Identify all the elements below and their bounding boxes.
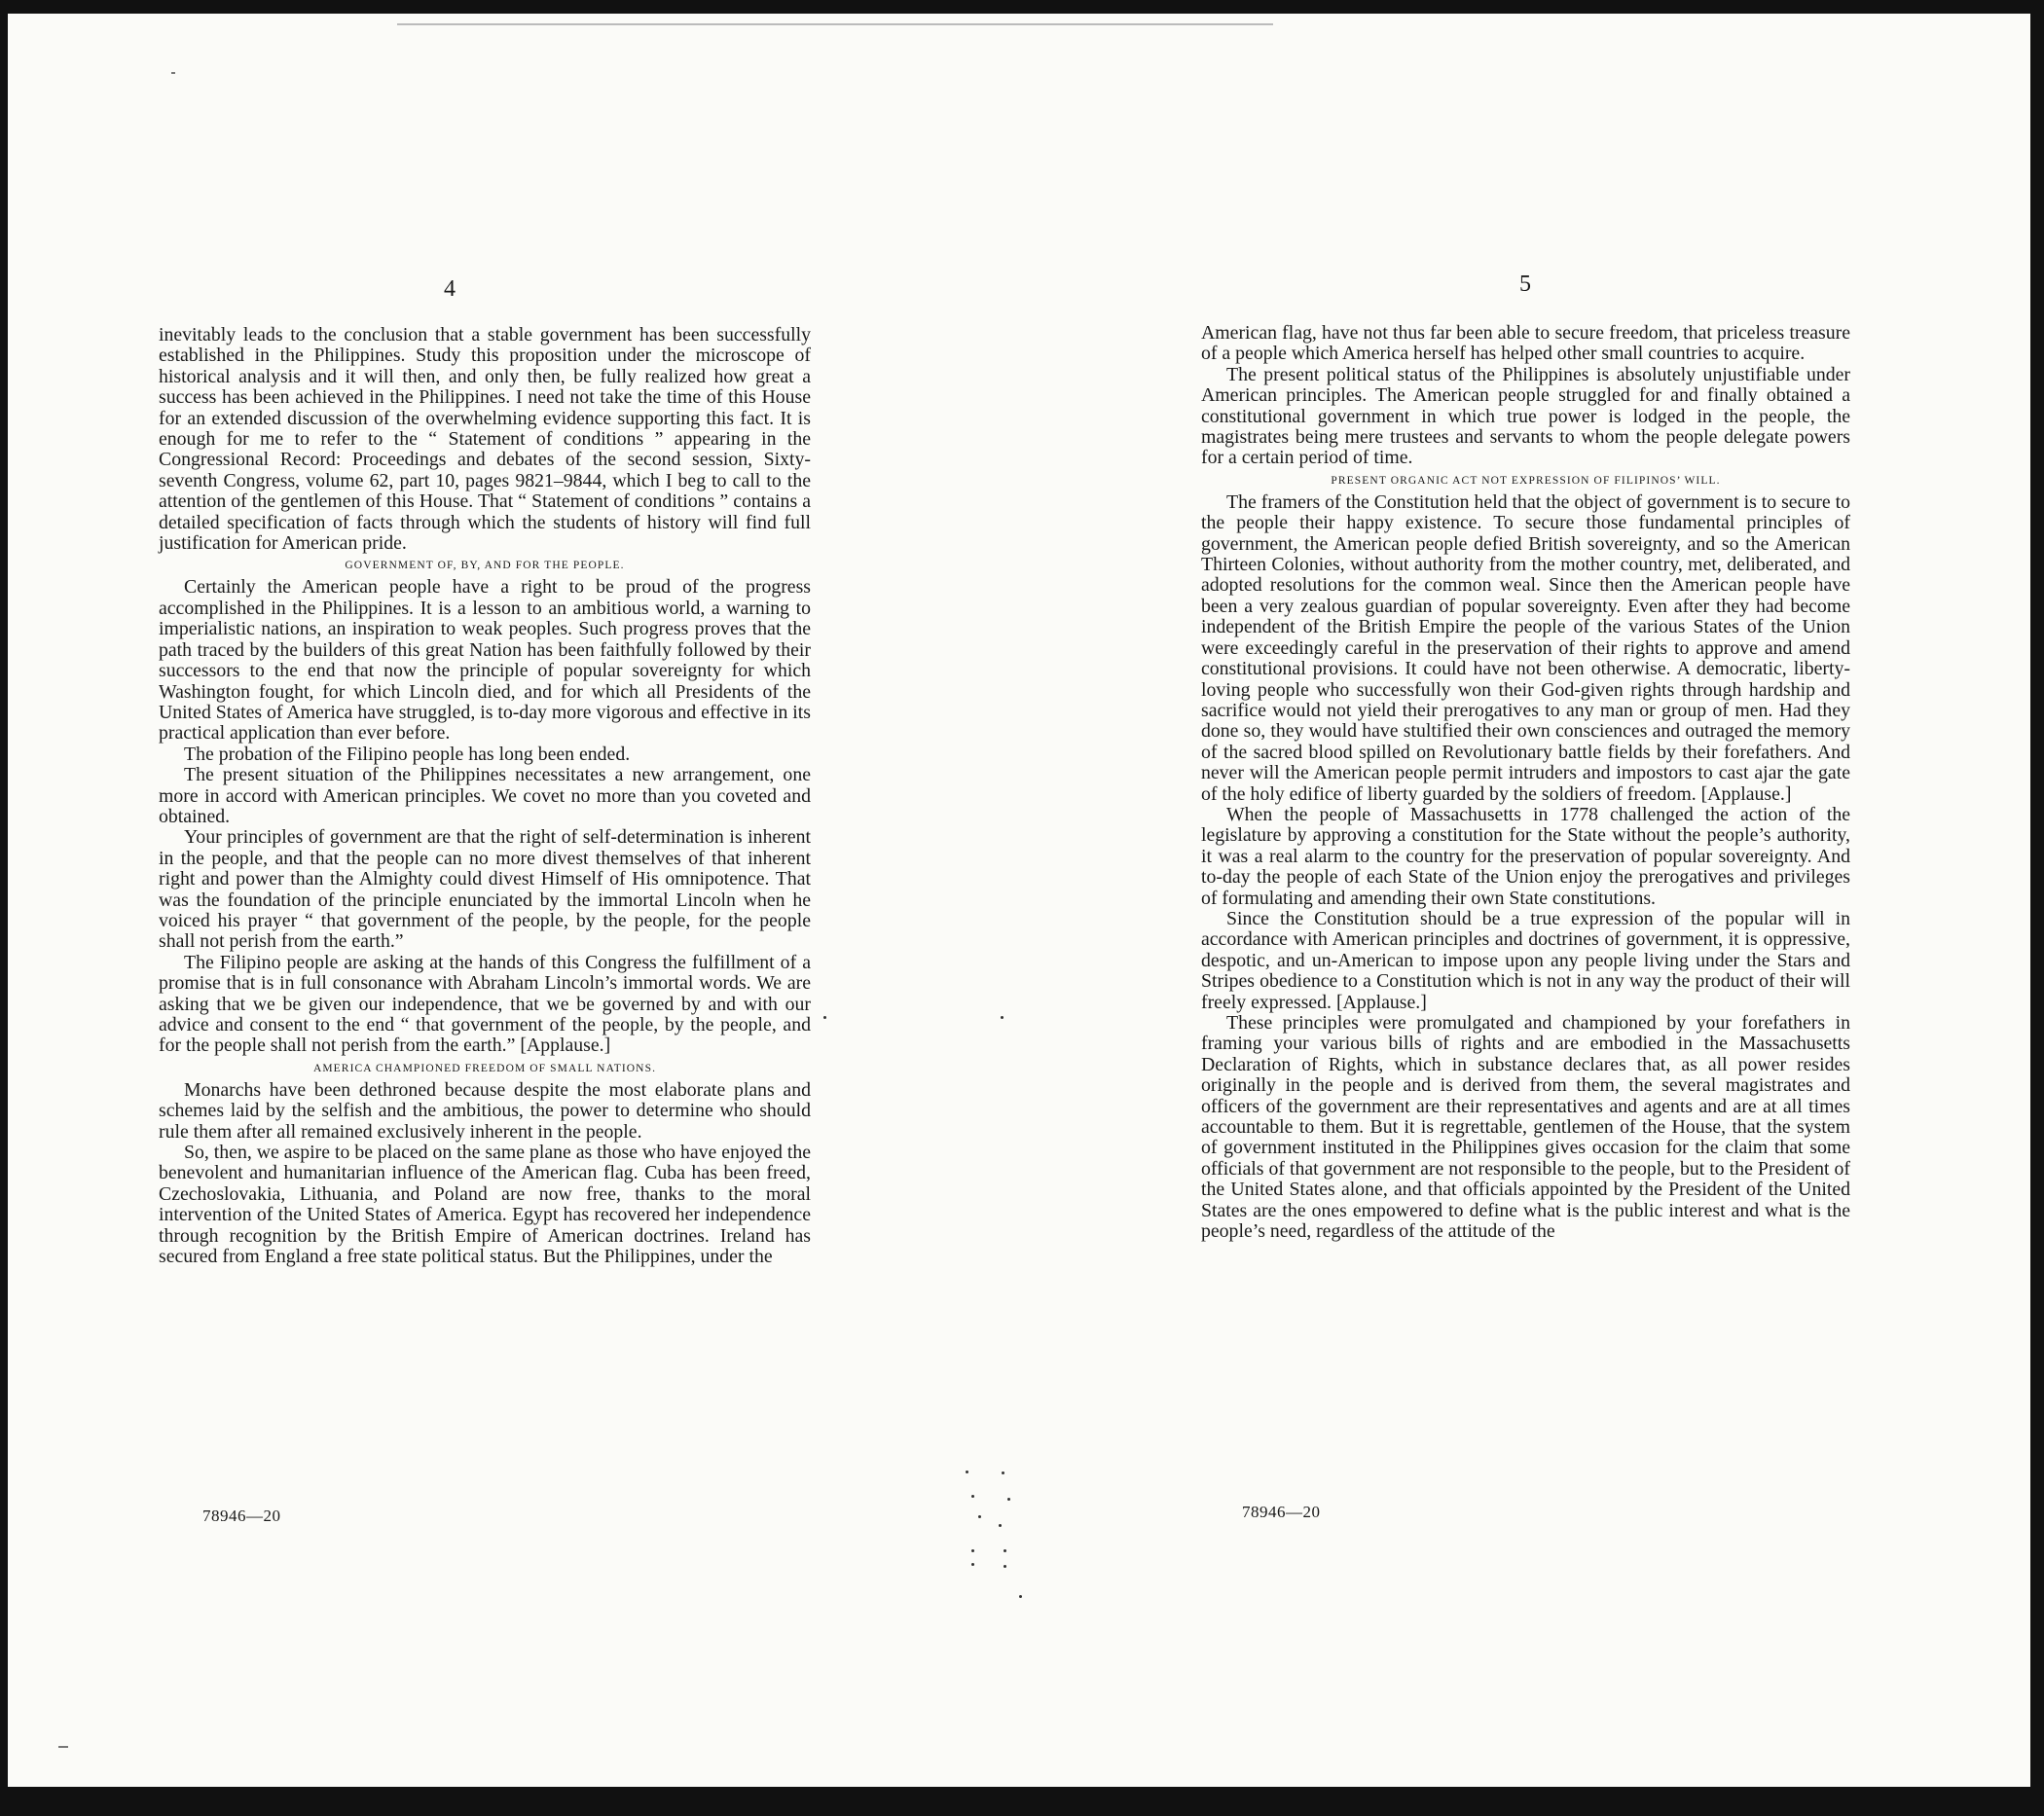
gutter-speck: [1007, 1498, 1010, 1501]
gutter-speck: [971, 1495, 974, 1498]
gutter-speck: [1019, 1595, 1022, 1598]
paragraph: When the people of Massachusetts in 1778 challenged the action of the legislature by approving a constitution for the State without the people’s authority, it was a real alarm to the country for the preservation of popular sovereignty. And to-day the people of each State of the Union enjoy the prerogatives and privileges of formulating and amending their own State constitutions.: [1201, 803, 1850, 909]
section-heading: AMERICA CHAMPIONED FREEDOM OF SMALL NATIONS.: [312, 1062, 657, 1074]
gutter-speck: [1004, 1549, 1006, 1552]
scanned-spread: [8, 14, 2030, 1787]
paragraph: American flag, have not thus far been able to secure freedom, that priceless treasure of a people which America herself has helped other small countries to acquire.: [1201, 322, 1850, 365]
gutter-speck: [823, 1016, 826, 1019]
paragraph: inevitably leads to the conclusion that a stable government has been successfully established in the Philippines. Study this proposition under the microscope of historical analysis and it will then, and only then, be fully realized how great a success has been achieved in the Philippines. I need not take the time of this House for an extended discussion of the overwhelming evidence supporting this fact. It is enough for me to refer to the “ Statement of conditions ” appearing in the Congressional Record: Proceedings and debates of the second session, Sixty-seventh Congress, volume 62, part 10, pages 9821–9844, which I beg to call to the attention of the gentlemen of this House. That “ Statement of conditions ” contains a detailed specification of facts through which the students of history will find full justification for American pride.: [159, 324, 811, 555]
paragraph: The present situation of the Philippines necessitates a new arrangement, one more in accord with American principles. We covet no more than you coveted and obtained.: [159, 764, 811, 827]
right-page-number: 5: [1519, 272, 1531, 297]
edge-mark: [171, 72, 175, 74]
paragraph: The probation of the Filipino people has long been ended.: [184, 743, 631, 765]
section-heading: GOVERNMENT OF, BY, AND FOR THE PEOPLE.: [345, 560, 625, 572]
edge-mark: [58, 1746, 68, 1748]
paragraph: Your principles of government are that the right of self-determination is inherent in the people, and that the people can no more divest themselves of that inherent right and power than the Almighty could divest Himself of His omnipotence. That was the foundation of the principle enunciated by the immortal Lincoln when he voiced his prayer “ that government of the people, by the people, for the people shall not perish from the earth.”: [159, 826, 811, 953]
right-print-code: 78946—20: [1242, 1503, 1321, 1521]
gutter-speck: [971, 1563, 974, 1566]
left-print-code: 78946—20: [202, 1507, 281, 1525]
paragraph: These principles were promulgated and championed by your forefathers in framing your various bills of rights and are embodied in the Massachusetts Declaration of Rights, which in substance declares that, as all power resides originally in the people and is derived from them, the several magistrates and officers of the government are their representatives and agents and are at all times accountable to them. But it is regrettable, gentlemen of the House, that the system of government instituted in the Philippines gives occasion for the claim that some officials of that government are not responsible to the people, but to the President of the United States alone, and that officials appointed by the President of the United States are the ones empowered to define what is the public interest and what is the people’s need, regardless of the attitude of the: [1201, 1012, 1850, 1243]
gutter-speck: [1004, 1565, 1006, 1568]
gutter-speck: [971, 1549, 974, 1552]
gutter-speck: [1002, 1471, 1004, 1474]
paragraph: The Filipino people are asking at the hands of this Congress the fulfillment of a promise that is in full consonance with Abraham Lincoln’s immortal words. We are asking that we be given our independence, that we be governed by and with our advice and consent to the end “ that government of the people, by the people, and for the people shall not perish from the earth.” [Applause.]: [159, 951, 811, 1057]
gutter-speck: [1001, 1016, 1004, 1019]
paragraph: Certainly the American people have a right to be proud of the progress accomplished in the Philippines. It is a lesson to an ambitious world, a warning to imperialistic nations, an inspiration to weak peoples. Such progress proves that the path traced by the builders of this great Nation has been faithfully followed by their successors to the end that now the principle of popular sovereignty for which Washington fought, for which Lincoln died, and for which all Presidents of the United States of America have struggled, is to-day more vigorous and effective in its practical application than ever before.: [159, 576, 811, 745]
section-heading: PRESENT ORGANIC ACT NOT EXPRESSION OF FILIPINOS’ WILL.: [1331, 474, 1721, 487]
gutter-speck: [978, 1515, 981, 1518]
scan-border: [0, 1787, 2044, 1816]
left-page-text-column: [159, 325, 811, 1267]
gutter-speck: [966, 1471, 968, 1473]
paragraph: The present political status of the Philippines is absolutely unjustifiable under American principles. The American people struggled for and finally obtained a constitutional government in which true power is lodged in the people, the magistrates being mere trustees and servants to whom the people delegate powers for a certain period of time.: [1201, 363, 1850, 469]
left-page-number: 4: [444, 276, 456, 302]
right-page-text-column: [1201, 323, 1850, 1242]
gutter-speck: [999, 1524, 1002, 1527]
paragraph: Since the Constitution should be a true expression of the popular will in accordance with American principles and doctrines of government, it is oppressive, despotic, and un-American to impose upon any people living under the Stars and Stripes obedience to a Constitution which is not in any way the product of their will freely expressed. [Applause.]: [1201, 907, 1850, 1013]
paragraph: Monarchs have been dethroned because despite the most elaborate plans and schemes laid by the selfish and the ambitious, the power to determine who should rule them after all remained exclusively inherent in the people.: [159, 1078, 811, 1143]
paragraph: The framers of the Constitution held that the object of government is to secure to the people their happy existence. To secure those fundamental principles of government, the American people defied British sovereignty, and so the American Thirteen Colonies, without authority from the mother country, met, deliberated, and adopted resolutions for the common weal. Since then the American people have been a very zealous guardian of popular sovereignty. Even after they had become independent of the British Empire the people of the various States of the Union were exceedingly careful in the preservation of their rights to approve and amend constitutional provisions. It could have not been otherwise. A democratic, liberty-loving people who successfully won their God-given rights through hardship and sacrifice would not yield their prerogatives to any man or group of men. Had they done so, they would have stultified their own consciences and outraged the memory of the sacred blood spilled on Revolutionary battle fields by their forefathers. And never will the American people permit intruders and impostors to cast ajar the gate of the holy edifice of liberty guarded by the soldiers of freedom. [Applause.]: [1201, 490, 1850, 805]
scan-mark: [397, 23, 1273, 25]
paragraph: So, then, we aspire to be placed on the same plane as those who have enjoyed the benevolent and humanitarian influence of the American flag. Cuba has been freed, Czechoslovakia, Lithuania, and Poland are now free, thanks to the moral intervention of the United States of America. Egypt has recovered her independence through recognition by the British Empire of American doctrines. Ireland has secured from England a free state political status. But the Philippines, under the: [159, 1142, 811, 1268]
